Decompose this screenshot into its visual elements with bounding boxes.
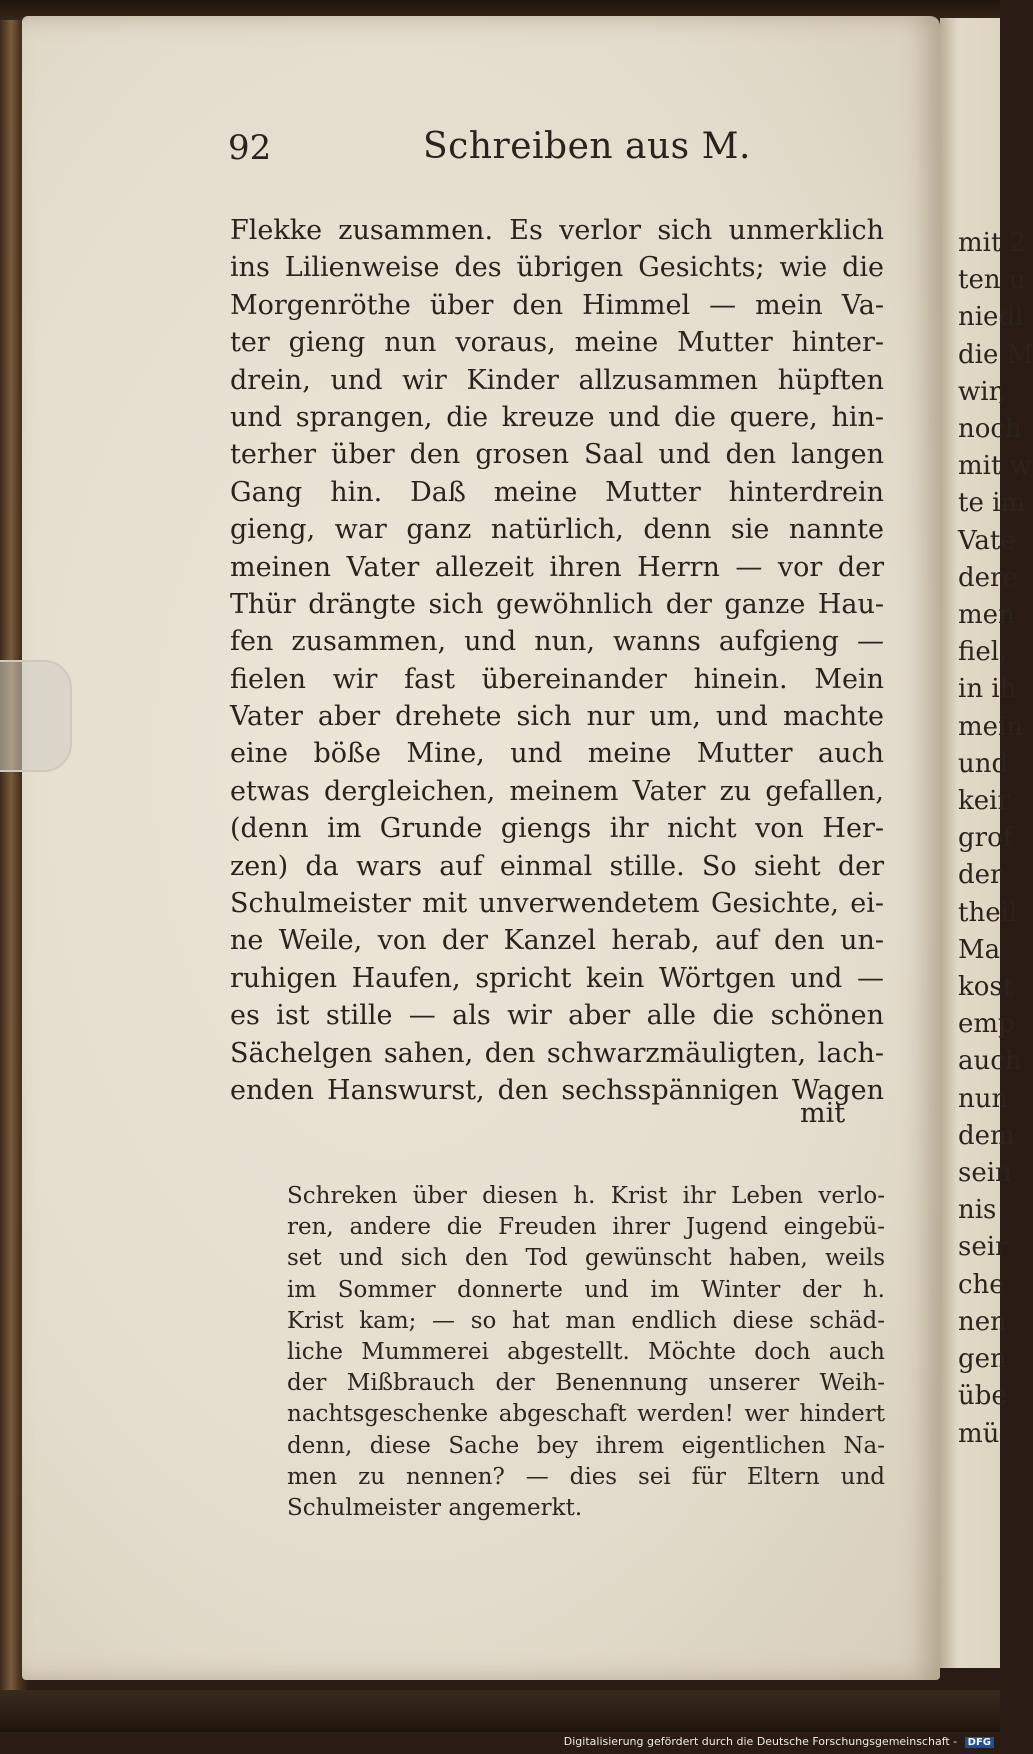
facing-page-line: nis: [958, 1195, 997, 1226]
footnote-line: der Mißbrauch der Benennung unserer Weih-: [287, 1370, 885, 1397]
facing-page-line: dere: [958, 562, 1018, 593]
facing-page-line: in ih: [958, 674, 1017, 705]
footnote-line: set und sich den Tod gewünscht haben, weils: [287, 1245, 885, 1272]
facing-page-line: Vate: [958, 525, 1016, 556]
text-line: gieng, war ganz natürlich, denn sie nannte: [230, 514, 884, 546]
text-line: ne Weile, von der Kanzel herab, auf den un-: [230, 925, 884, 957]
footnote-line: liche Mummerei abgestellt. Möchte doch auch: [287, 1338, 885, 1365]
facing-page-line: theil: [958, 897, 1018, 928]
facing-page-line: mü: [958, 1418, 1000, 1449]
facing-page-line: emp: [958, 1009, 1015, 1040]
text-line: Schulmeister mit unverwendetem Gesichte, ei-: [230, 888, 884, 920]
text-line: Flekke zusammen. Es verlor sich unmerklich: [230, 215, 884, 246]
text-line: eine böße Mine, und meine Mutter auch: [230, 738, 884, 770]
facing-page-line: che: [958, 1269, 1005, 1300]
book-cover-bottom-edge: [0, 1690, 1000, 1732]
text-line: fielen wir fast übereinander hinein. Mein: [230, 663, 884, 695]
facing-page-line: nun: [958, 1083, 1009, 1114]
text-line: etwas dergleichen, meinem Vater zu gefallen,: [230, 775, 884, 807]
text-line: Sächelgen sahen, den schwarzmäuligten, lach-: [230, 1037, 884, 1069]
facing-page-line: dem: [958, 1120, 1015, 1151]
text-line: es ist stille — als wir aber alle die schönen: [230, 1000, 884, 1032]
facing-page-line: keir: [958, 786, 1010, 817]
facing-page-line: mit w: [958, 451, 1032, 482]
page-number: 92: [228, 128, 272, 168]
text-line: Morgenröthe über den Himmel — mein Va-: [230, 289, 884, 321]
credit-text: Digitalisierung gefördert durch die Deutsche Forschungsgemeinschaft -: [563, 1735, 958, 1748]
text-line: drein, und wir Kinder allzusammen hüpften: [230, 364, 884, 396]
text-line: und sprangen, die kreuze und die quere, hin-: [230, 401, 884, 433]
facing-page-line: die M: [958, 339, 1033, 370]
facing-page-line: übe: [958, 1381, 1007, 1412]
dfg-logo: DFG: [965, 1737, 994, 1748]
facing-page-line: kost: [958, 972, 1014, 1003]
facing-page-line: noch: [958, 414, 1022, 445]
facing-page-line: gen: [958, 1344, 1007, 1375]
text-line: Gang hin. Daß meine Mutter hinterdrein: [230, 476, 884, 508]
facing-page-line: nen: [958, 1306, 1007, 1337]
running-head: Schreiben aus M.: [423, 126, 751, 167]
facing-page-line: mit 2: [958, 228, 1027, 258]
page-holder-clip: [0, 660, 72, 772]
footnote-line: im Sommer donnerte und im Winter der h.: [287, 1276, 885, 1303]
text-line: enden Hanswurst, den sechsspännigen Wagen: [230, 1074, 884, 1106]
text-line: fen zusammen, und nun, wanns aufgieng —: [230, 626, 884, 658]
footnote-line: Schreken über diesen h. Krist ihr Leben verlo-: [287, 1183, 885, 1209]
facing-page-line: fiel,: [958, 637, 1008, 668]
footnote-line: denn, diese Sache bey ihrem eigentlichen Na-: [287, 1432, 885, 1459]
text-line: Vater aber drehete sich nur um, und machte: [230, 701, 884, 733]
text-line: ter gieng nun voraus, meine Mutter hinter-: [230, 327, 884, 359]
footnote-line: Krist kam; — so hat man endlich diese schäd-: [287, 1307, 885, 1334]
text-line: meinen Vater allezeit ihren Herrn — vor der: [230, 551, 884, 583]
facing-page-line: auch: [958, 1046, 1022, 1077]
text-line: ruhigen Haufen, spricht kein Wörtgen und —: [230, 962, 884, 994]
text-line: terher über den grosen Saal und den langen: [230, 439, 884, 471]
page-header: [228, 128, 888, 178]
main-text: [230, 212, 884, 1109]
text-line: ins Lilienweise des übrigen Gesichts; wie die: [230, 252, 884, 284]
digitization-credit: [564, 1735, 994, 1748]
footnote-line: ren, andere die Freuden ihrer Jugend eingebü-: [287, 1214, 885, 1241]
facing-page-line: te im: [958, 488, 1026, 519]
footnote: [287, 1181, 885, 1524]
facing-page-text: [958, 225, 1033, 1453]
text-line: zen) da wars auf einmal stille. So sieht der: [230, 850, 884, 882]
facing-page-line: und: [958, 748, 1009, 779]
facing-page-line: sein: [958, 1158, 1012, 1189]
facing-page-line: mein: [958, 711, 1024, 742]
text-line: (denn im Grunde giengs ihr nicht von Her-: [230, 813, 884, 845]
facing-page-line: wir,: [958, 376, 1007, 407]
footnote-line: men zu nennen? — dies sei für Eltern und: [287, 1463, 885, 1490]
facing-page-line: der: [958, 860, 1003, 891]
facing-page-line: seir: [958, 1232, 1008, 1263]
footnote-line: nachtsgeschenke abgeschaft werden! wer hindert: [287, 1401, 885, 1428]
facing-page-line: Ma: [958, 934, 1001, 965]
text-line: Thür drängte sich gewöhnlich der ganze Hau-: [230, 588, 884, 620]
catchword: mit: [800, 1098, 846, 1129]
facing-page-line: niedl: [958, 302, 1024, 333]
facing-page-line: men: [958, 600, 1015, 631]
footnote-line: Schulmeister angemerkt.: [287, 1494, 583, 1521]
facing-page-line: grof: [958, 823, 1013, 854]
facing-page-line: ten u: [958, 265, 1026, 296]
